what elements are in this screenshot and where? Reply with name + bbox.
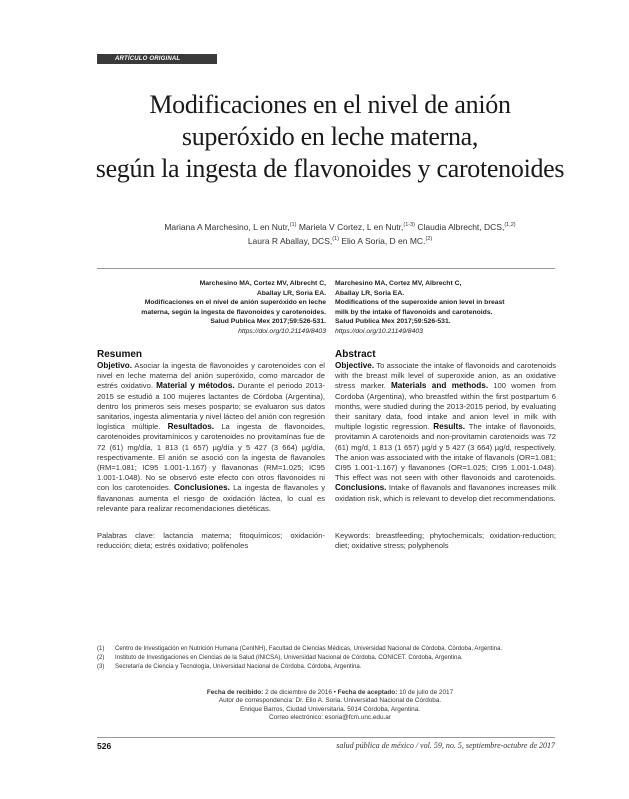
citation-en-line: milk by the intake of flavonoids and carotenoids. <box>335 308 493 316</box>
affiliation-item: (3) Secretaría de Ciencia y Tecnología, Universidad Nacional de Córdoba. Córdoba, Argentina. <box>97 663 362 670</box>
citation-english <box>335 279 565 336</box>
affiliations <box>97 644 557 671</box>
citation-en-line: Salud Publica Mex 2017;59:526-531. <box>335 318 451 325</box>
received-label: Fecha de recibido: <box>206 689 264 696</box>
abstract-objective-text: To associate the intake of flavonoids and carotenoids with the breast milk level of superoxide anion, as an oxidative stress marker. <box>335 361 556 391</box>
title-line-1: Modificaciones en el nivel de anión <box>149 90 511 119</box>
citation-en-line: Aballay LR, Soria EA. <box>335 289 405 297</box>
author-2-affil: (1-3) <box>403 222 416 228</box>
section-tag: ARTÍCULO ORIGINAL <box>97 54 217 64</box>
title-line-3: según la ingesta de flavonoides y carotenoides <box>95 154 565 183</box>
author-3: Claudia Albrecht, DCS, <box>417 221 505 232</box>
author-1: Mariana A Marchesino, L en Nutr, <box>164 221 290 232</box>
author-2: Mariela V Cortez, L en Nutr, <box>298 221 404 232</box>
citation-es-line: materna, según la ingesta de flavonoides y carotenoides. <box>141 308 326 316</box>
author-4-affil: (1) <box>332 235 339 242</box>
citation-en-line: Marchesino MA, Cortez MV, Albrecht C, <box>335 280 462 287</box>
doi-link-en[interactable]: https://doi.org/10.21149/8403 <box>335 327 423 335</box>
abstract-conclusions-label: Conclusions. <box>335 483 387 493</box>
abstract-results-label: Results. <box>433 422 466 432</box>
resumen-heading: Resumen <box>97 349 143 360</box>
abstract-conclusions-text: Intake of flavanols and flavanones increases milk oxidation risk, which is relevant to develop diet recommendations. <box>335 483 556 503</box>
affiliation-item: (2) Instituto de Investigaciones en Ciencias de la Salud (INICSA), Universidad Nacional de Córdoba, CONICET. Córdoba, Argentina. <box>97 654 463 661</box>
accepted-label: Fecha de aceptado: <box>337 689 398 696</box>
dates-block <box>120 689 540 723</box>
abstract-results-text: The intake of flavonoids, provitamin A carotenoids and non-provitamin carotenoids was 72 (61) mg/d, 1 813 (1 657) µg/d y 5 427 (3 664) µg/d, respectively. The anion was associated with the intake of flavanols (OR=1.081; CI95 1.001-1.167) y flavanones (OR=1.025; CI95 1.001-1.048). This effect was not seen with other flavonoids and carotenoids. <box>335 422 556 483</box>
abstract-keywords: Keywords: breastfeeding; phytochemicals; oxidation-reduction; diet; oxidative stress; polyphenols <box>335 531 556 551</box>
resumen-results-text: La ingesta de flavonoides, carotenoides provitamínicos y carotenoides no provitamínas fue de 72 (61) mg/día, 1 813 (1 657) µg/día y 5 427 (3 664) µg/día, respectivamente. El anión se asoció con la ingesta de flavanoles (RM=1.081; IC95 1.001-1.167) y flavanonas (RM=1.025; IC95 1.001-1.048). No se observó este efecto con otros flavonoides ni con los carotenoides. <box>97 422 325 493</box>
resumen-methods-text: Durante el periodo 2013-2015 se estudió a 100 mujeres lactantes de Córdoba (Argentina), dentro los primeros seis meses posparto; se evaluaron sus datos sanitarios, ingesta alimentaria y nivel lácteo del anión con regresión logística múltiple. <box>97 381 325 432</box>
citation-es-line: Salud Publica Mex 2017;59:526-531. <box>210 318 326 325</box>
resumen-objective-label: Objetivo. <box>97 361 133 370</box>
author-3-affil: (1,2) <box>504 222 516 228</box>
author-4: Laura R Aballay, DCS, <box>247 235 333 246</box>
citation-spanish <box>96 279 326 336</box>
resumen-keywords: Palabras clave: lactancia materna; fitoquímicos; oxidación-reducción; dieta; estrés oxidativo; polifenoles <box>97 531 325 551</box>
author-5-affil: (2) <box>425 235 433 242</box>
abstract-methods-text: 100 women from Cordoba (Argentina), who breastfed within the first postpartum 6 months, were studied during the 2013-2015 period, by evaluating their sanitary data, food intake and anion level in milk with multiple logistic regression. <box>335 381 557 432</box>
received-date: 2 de diciembre de 2016 • <box>263 689 338 696</box>
corresponding-author: Autor de correspondencia: Dr. Elio A. Soria. Universidad Nacional de Córdoba. <box>218 697 442 705</box>
resumen-body <box>97 361 325 514</box>
citation-en-line: Modifications of the superoxide anion level in breast <box>335 299 505 306</box>
author-5: Elio A Soria, D en MC. <box>341 235 426 246</box>
abstract-heading: Abstract <box>335 349 376 360</box>
resumen-results-label: Resultados. <box>167 422 215 432</box>
affiliation-item: (1) Centro de Investigación en Nutrición Humana (CenINH), Facultad de Ciencias Médicas, Universidad Nacional de Córdoba. Córdoba, Argentina. <box>97 645 503 652</box>
author-1-affil: (1) <box>289 222 297 228</box>
page-number: 526 <box>97 741 112 751</box>
accepted-date: 10 de julio de 2017 <box>397 689 454 696</box>
citation-es-line: Modificaciones en el nivel de anión superóxido en leche <box>144 299 326 306</box>
abstract-body <box>335 361 556 504</box>
resumen-conclusions-text: La ingesta de flavanoles y flavanonas aumenta el riesgo de oxidación láctea, lo cual es relevante para realizar recomendaciones dietéticas. <box>97 483 326 513</box>
abstract-objective-label: Objective. <box>335 361 375 370</box>
citation-es-line: Aballay LR, Soria EA. <box>256 289 326 297</box>
resumen-conclusions-label: Conclusiones. <box>173 483 230 493</box>
divider-bottom <box>97 737 555 738</box>
journal-footer: salud pública de méxico / vol. 59, no. 5, septiembre-octubre de 2017 <box>336 741 555 750</box>
address: Enrique Barros, Ciudad Universitaria. 5014 Córdoba, Argentina. <box>239 705 421 713</box>
citation-es-line: Marchesino MA, Cortez MV, Albrecht C, <box>199 280 326 287</box>
resumen-objective-text: Asociar la ingesta de flavonoides y carotenoides con el nivel en leche materna del anión superóxido, como marcador de estrés oxidativo. <box>97 361 325 391</box>
divider-top <box>97 268 555 269</box>
email[interactable]: Correo electrónico: esoria@fcm.unc.edu.ar <box>269 714 391 722</box>
doi-link-es[interactable]: https://doi.org/10.21149/8403 <box>238 327 326 335</box>
author-list <box>110 219 570 247</box>
title-line-2: superóxido en leche materna, <box>181 122 479 151</box>
article-title <box>60 89 600 185</box>
resumen-methods-label: Material y métodos. <box>156 381 235 391</box>
abstract-methods-label: Materials and methods. <box>390 381 489 391</box>
